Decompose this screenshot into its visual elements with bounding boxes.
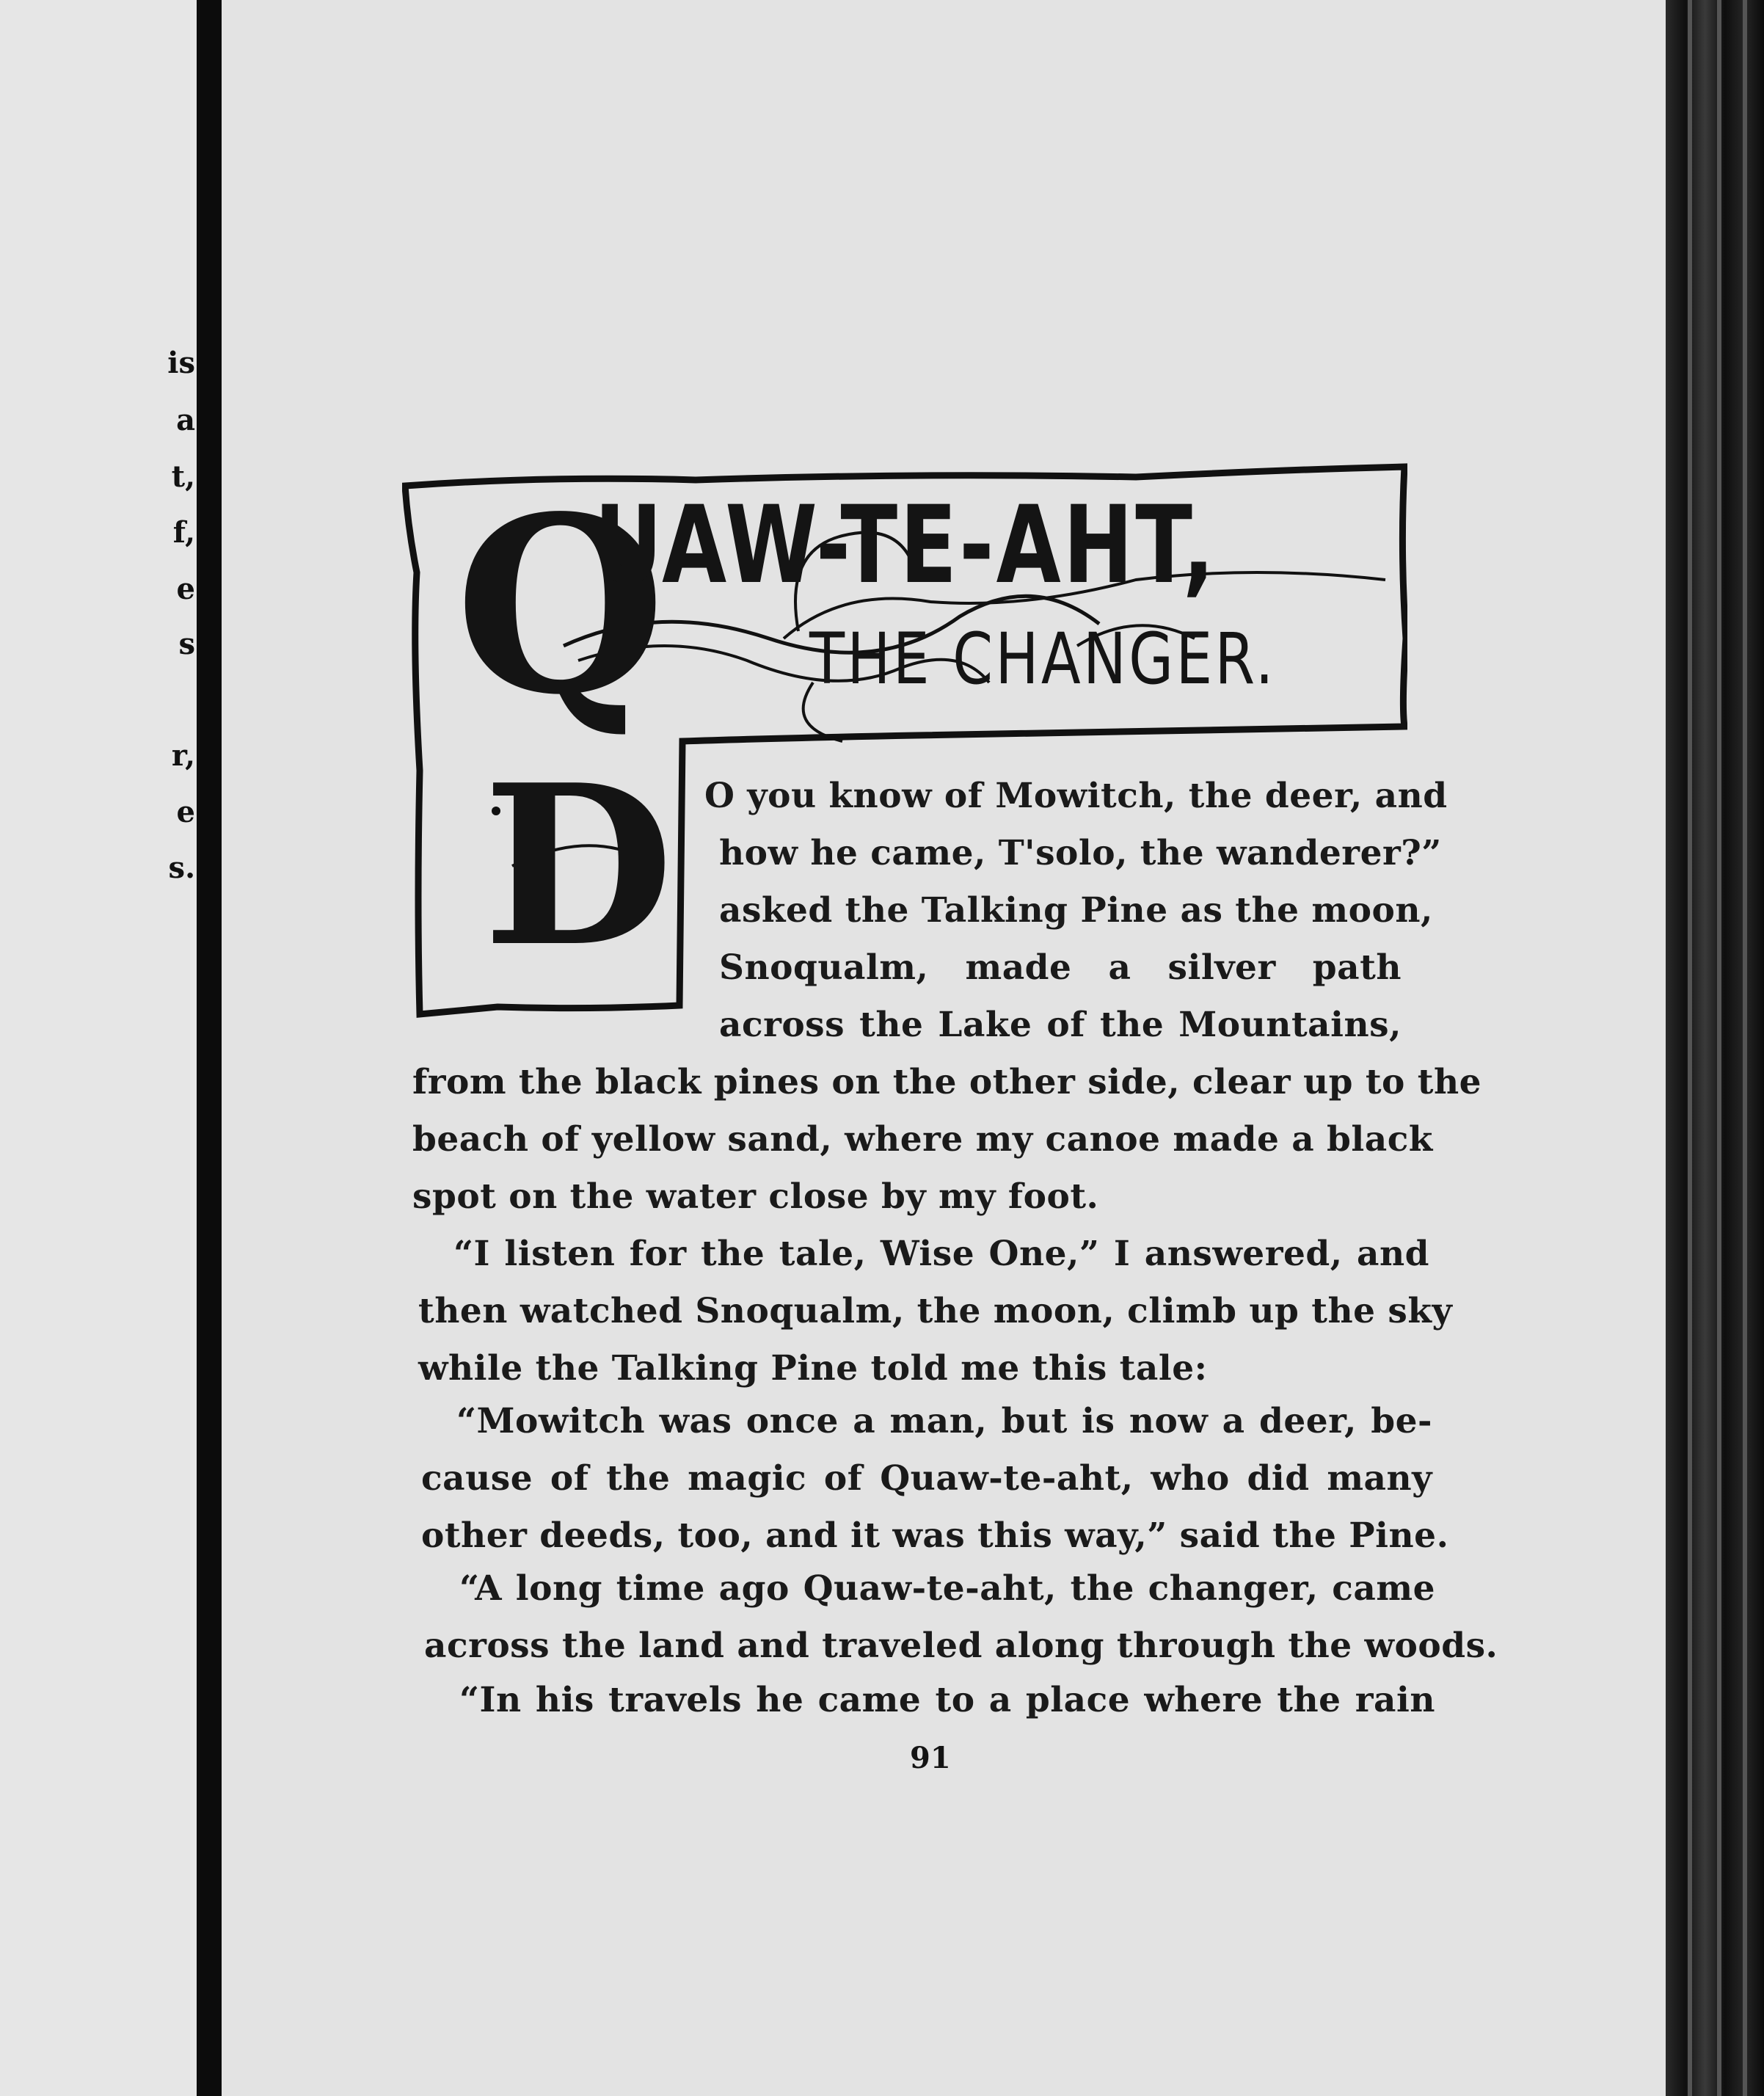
text-line: how he came, T'solo, the wanderer?” <box>719 833 1442 873</box>
paragraph-opening-indented <box>704 768 1448 1054</box>
chapter-subtitle: THE CHANGER. <box>809 618 1276 700</box>
page-number: 91 <box>910 1741 951 1775</box>
left-page-fragment: t, <box>171 459 195 494</box>
left-page-fragment: e <box>176 795 195 829</box>
text-line: “A long time ago Quaw-te-aht, the changer, came <box>459 1568 1435 1609</box>
paragraph-4 <box>424 1560 1498 1675</box>
chapter-title: UAW-TE-AHT, <box>594 483 1217 608</box>
left-facing-page <box>0 0 197 2096</box>
text-line: spot on the water close by my foot. <box>412 1176 1099 1217</box>
book-binding-edge <box>1666 0 1764 2096</box>
drop-cap-box <box>402 736 681 1020</box>
text-line: asked the Talking Pine as the moon, <box>719 890 1433 931</box>
paragraph-2 <box>418 1226 1453 1397</box>
left-page-fragment: e <box>176 572 195 606</box>
text-line: “Mowitch was once a man, but is now a deer, be- <box>456 1401 1432 1441</box>
text-line: across the Lake of the Mountains, <box>719 1005 1402 1045</box>
left-page-fragment: s <box>178 627 195 661</box>
text-line: from the black pines on the other side, clear up to the <box>412 1062 1482 1102</box>
text-line: “I listen for the tale, Wise One,” I answered, and <box>453 1234 1429 1274</box>
text-line: beach of yellow sand, where my canoe made a black <box>412 1119 1433 1160</box>
left-page-fragment: r, <box>171 738 195 773</box>
text-line: while the Talking Pine told me this tale: <box>418 1348 1208 1389</box>
chapter-heading <box>402 462 1407 748</box>
text-line: O you know of Mowitch, the deer, and <box>704 776 1448 816</box>
text-line: across the land and traveled along through the woods. <box>424 1626 1498 1666</box>
paragraph-3 <box>421 1393 1449 1565</box>
text-line: cause of the magic of Quaw-te-aht, who did many <box>421 1458 1432 1499</box>
paragraph-opening-continued <box>412 1054 1482 1226</box>
left-page-fragment: is <box>167 346 195 380</box>
book-gutter <box>197 0 222 2096</box>
text-line: “In his travels he came to a place where the rain <box>459 1680 1435 1720</box>
drop-cap-letter: D <box>483 736 674 995</box>
paragraph-5 <box>424 1672 1435 1729</box>
left-page-fragment: f, <box>172 515 195 550</box>
heading-initial-letter: Q <box>455 463 666 748</box>
left-page-fragment: a <box>176 403 195 437</box>
text-line: then watched Snoqualm, the moon, climb up the sky <box>418 1291 1453 1331</box>
left-page-fragment: s. <box>168 851 195 885</box>
text-line: other deeds, too, and it was this way,” said the Pine. <box>421 1515 1449 1556</box>
text-line: Snoqualm, made a silver path <box>719 947 1402 988</box>
